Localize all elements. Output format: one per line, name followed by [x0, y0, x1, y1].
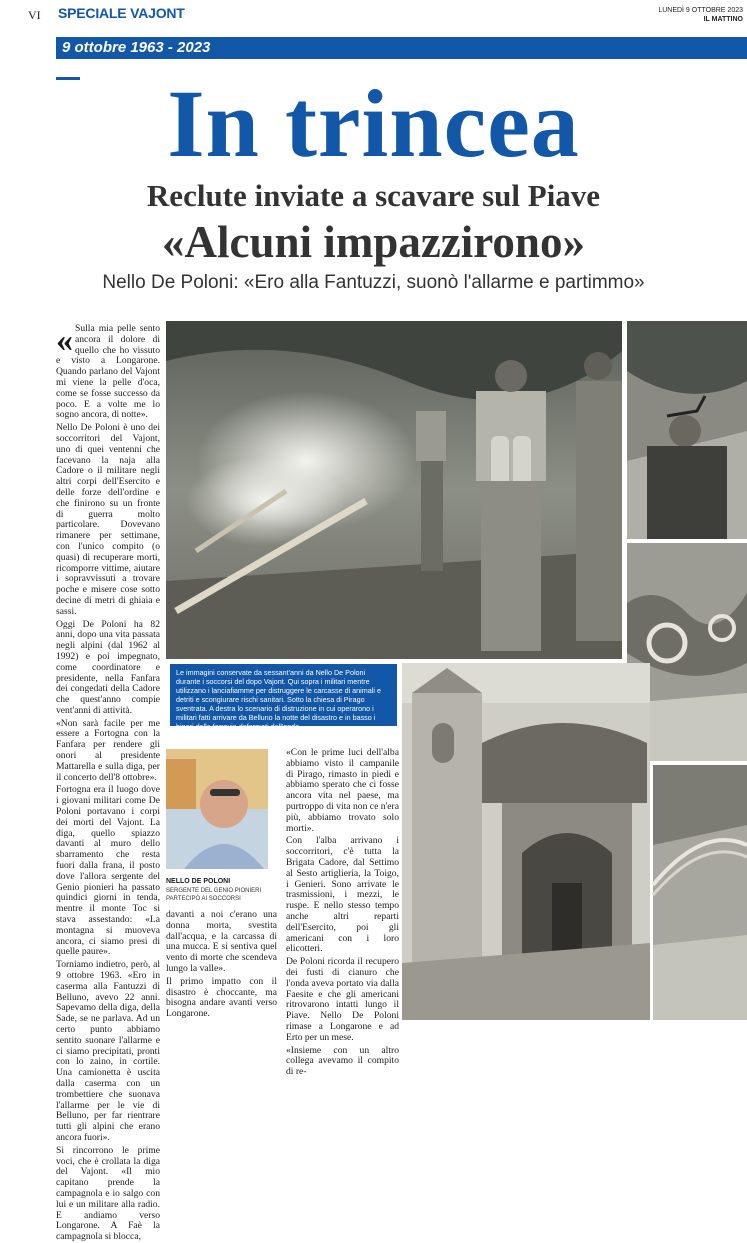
- headline: In trincea: [167, 70, 580, 177]
- article-column-2: [166, 910, 277, 1020]
- portrait-role-line: PARTECIPÒ AI SOCCORSI: [166, 896, 241, 902]
- paragraph: Fortogna era il luogo dove i giovani militari come De Poloni portavano i corpi dei morti del Vajont. La diga, quello spiazzo davanti al muro dello sbarramento che resta fuori dalla frana, il posto dove l'allora sergente del Genio pionieri ha passato quindici giorni in tenda, mentre il monte Toc si stava assestando: «La montagna si muoveva ancora, ci siamo presi di quelle paure».: [56, 784, 160, 958]
- publication-info: [658, 6, 743, 24]
- deck: Nello De Poloni: «Ero alla Fantuzzi, suonò l'allarme e partimmo»: [102, 272, 645, 293]
- paragraph: De Poloni ricorda il recupero dei fusti di cianuro che l'onda aveva portato via dalla Faesite e che gli americani ritrovarono intatti lungo il Piave. Nello De Poloni rimase a Longarone e ad Erto per un mese.: [286, 956, 399, 1043]
- photo-portrait: [166, 749, 268, 869]
- subheadline-1: Reclute inviate a scavare sul Piave: [146, 178, 601, 213]
- paragraph: «Insieme con un altro collega avevamo il compito di re-: [286, 1044, 399, 1078]
- article-column-1: [56, 322, 160, 1243]
- photo-twisted-rails: [653, 765, 747, 1020]
- paragraph: Si rincorrono le prime voci, che è crollata la diga del Vajont. «Il mio capitano prende la campagnola e io salgo con lui e un militare alla radio. E andiamo verso Longarone. A Faè la campagnola si blocca,: [56, 1144, 160, 1243]
- paragraph: Il primo impatto con il disastro è choccante, ma bisogna andare avanti verso Longarone.: [166, 975, 277, 1020]
- paragraph: Torniamo indietro, però, al 9 ottobre 1963. «Ero in caserma alla Fantuzzi di Belluno, avevo 22 anni. Sapevamo della diga, della Sade, se ne parlava. Ad un certo punto abbiamo sentito suonare l'allarme e ci siamo precipitati, pronti con lo zaino, in cortile. Una camionetta è uscita dalla caserma con un trombettiere che suonava l'allarme per le vie di Belluno, per far rientrare tutti gli alpini che erano ancora fuori».: [56, 959, 160, 1143]
- photo-church-ruins: [402, 663, 650, 1020]
- date-bar-text: 9 ottobre 1963 - 2023: [62, 39, 211, 56]
- paragraph: «Con le prime luci dell'alba abbiamo visto il campanile di Pirago, rimasto in piedi e abbiamo sperato che ci fosse ancora vita nel paese, ma purtroppo di vita non ce n'era più, abbiamo trovato solo morti».: [286, 747, 399, 834]
- date-bar: [56, 37, 747, 59]
- subheadline-2: «Alcuni impazzirono»: [162, 217, 585, 267]
- paragraph: Sulla mia pelle sento ancora il dolore di quello che ho vissuto e visto a Longarone. Quando parlano del Vajont mi viene la pelle d'oca, come se fosse successo da poco. E a volte me lo sogno ancora, di notte».: [56, 323, 160, 421]
- photo-caption: Le immagini conservate da sessant'anni da Nello De Poloni durante i soccorsi del dopo Vajont. Qui sopra i militari mentre utilizzano i lanciafiamme per distruggere le carcasse di animali e detriti e scongiurare rischi sanitari. Sotto la chiesa di Pirago sventrata. A destra lo scenario di distruzione in cui operarono i militari fatti arrivare da Belluno la notte del disastro e in basso i binari della ferrovia deformati dall'onda: [170, 664, 397, 726]
- drop-quote-mark: «: [56, 322, 73, 359]
- portrait-name: NELLO DE POLONI: [166, 878, 231, 885]
- portrait-role-line: SERGENTE DEL GENIO PIONIERI: [166, 888, 262, 894]
- paragraph: Oggi De Poloni ha 82 anni, dopo una vita passata negli alpini (dal 1962 al 1992) e poi impegnato, come coordinatore e presidente, nella Fanfara dei congedati della Cadore che quest'anno compie vent'anni di attività.: [56, 618, 160, 716]
- publication-date: LUNEDÌ 9 OTTOBRE 2023: [658, 7, 743, 14]
- article-column-3: [286, 747, 399, 1078]
- paragraph: Nello De Poloni è uno dei soccorritori del Vajont, uno di quei ventenni che facevano la naja alla Cadore o il militare negli altri corpi dell'Esercito e delle forze dell'ordine e che finirono su un fronte di guerra molto particolare. Dovevano rimanere per settimane, con l'unico compito (o quasi) di recuperare morti, ricomporre vittime, aiutare i sopravvissuti a trovare poche e misere cose sotto decine di metri di ghiaia e sassi.: [56, 422, 160, 617]
- section-title: SPECIALE VAJONT: [58, 5, 185, 21]
- photo-flamethrower-soldiers: [166, 321, 622, 659]
- paragraph: davanti a noi c'erano una donna morta, svestita dall'acqua, e la carcassa di una mucca. E si sentiva quel vento di morte che scendeva lungo la valle».: [166, 909, 277, 974]
- publication-name: IL MATTINO: [703, 16, 743, 23]
- paragraph: «Non sarà facile per me essere a Fortogna con la Fanfara per rendere gli onori al presidente Mattarella e sulla diga, per il concerto dell'8 ottobre».: [56, 717, 160, 783]
- paragraph: Con l'alba arrivano i soccorritori, c'è tutta la Brigata Cadore, dal Settimo al Sesto artiglieria, la Toigo, i Genieri. Sono arrivate le trasmissioni, i mezzi, le ruspe. E nello stesso tempo anche altri reparti dell'Esercito, poi gli americani con i loro elicotteri.: [286, 835, 399, 955]
- portrait-role: [166, 887, 261, 903]
- photo-alpine-soldier: [627, 321, 747, 539]
- page-folio: VI: [28, 8, 41, 22]
